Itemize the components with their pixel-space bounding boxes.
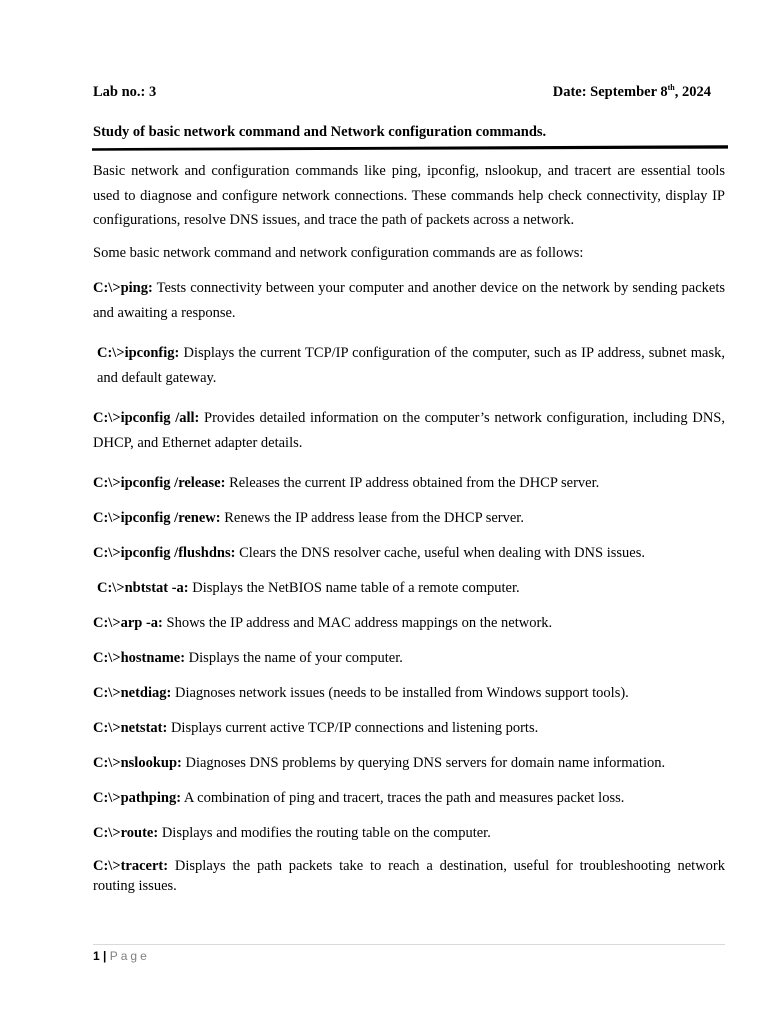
command-item [93, 541, 725, 565]
command-description: Displays and modifies the routing table on the computer. [158, 825, 491, 841]
intro-paragraph: Basic network and configuration commands like ping, ipconfig, nslookup, and tracert are essential tools used to diagnose and configure network connections. These commands help check connectivity, display IP configurations, resolve DNS issues, and trace the path of packets across a network. [93, 163, 725, 228]
command-name: C:\>ipconfig /release: [93, 475, 226, 491]
date-ordinal: th [667, 83, 675, 92]
command-description: Diagnoses network issues (needs to be installed from Windows support tools). [171, 685, 629, 701]
command-description: Renews the IP address lease from the DHCP server. [220, 510, 524, 526]
command-item [93, 856, 725, 896]
command-item [93, 341, 725, 390]
command-description: Displays current active TCP/IP connections and listening ports. [167, 720, 539, 736]
page-number: 1 [93, 949, 100, 963]
lab-number: Lab no.: 3 [93, 84, 157, 100]
command-item [93, 751, 725, 775]
document-body [93, 159, 725, 912]
command-item [93, 471, 725, 495]
command-item [93, 681, 725, 705]
command-name: C:\>netdiag: [93, 685, 172, 701]
document-page [93, 0, 725, 1024]
command-name: C:\>ping: [93, 280, 153, 296]
command-name: C:\>route: [93, 825, 159, 841]
command-item [93, 406, 725, 455]
command-description: Tests connectivity between your computer and another device on the network by sending packets and awaiting a response. [93, 280, 725, 321]
command-name: C:\>ipconfig /all: [93, 410, 200, 426]
command-name: C:\>hostname: [93, 650, 186, 666]
command-description: Releases the current IP address obtained from the DHCP server. [225, 475, 600, 491]
command-description: Displays the path packets take to reach a destination, useful for troubleshooting network routing issues. [93, 858, 725, 894]
title-underline [92, 145, 728, 151]
command-item [93, 786, 725, 810]
lead-paragraph: Some basic network command and network configuration commands are as follows: [93, 244, 584, 261]
command-item [93, 276, 725, 325]
command-description: Provides detailed information on the computer’s network configuration, including DNS, DHCP, and Ethernet adapter details. [93, 410, 725, 451]
command-item [93, 576, 725, 600]
command-description: Displays the current TCP/IP configuration of the computer, such as IP address, subnet mask, and default gateway. [97, 345, 725, 386]
command-name: C:\>ipconfig /renew: [93, 510, 221, 526]
page-label: Page [109, 949, 150, 963]
command-description: Shows the IP address and MAC address mappings on the network. [162, 615, 553, 631]
command-name: C:\>ipconfig /flushdns: [93, 545, 236, 561]
command-item [93, 821, 725, 845]
page-footer [93, 948, 150, 964]
command-description: Diagnoses DNS problems by querying DNS servers for domain name information. [181, 755, 666, 771]
command-name: C:\>tracert: [93, 858, 169, 874]
command-name: C:\>pathping: [93, 790, 182, 806]
command-description: A combination of ping and tracert, traces the path and measures packet loss. [181, 790, 625, 806]
command-description: Clears the DNS resolver cache, useful when dealing with DNS issues. [235, 545, 645, 561]
command-item [93, 506, 725, 530]
document-title: Study of basic network command and Network configuration commands. [93, 124, 547, 140]
command-item [93, 716, 725, 740]
command-name: C:\>nbtstat -a: [97, 580, 189, 596]
footer-divider [93, 944, 725, 945]
command-description: Displays the NetBIOS name table of a remote computer. [188, 580, 520, 596]
command-item [93, 611, 725, 635]
command-item [93, 646, 725, 670]
command-name: C:\>ipconfig: [97, 345, 180, 361]
command-name: C:\>nslookup: [93, 755, 182, 771]
lab-date: Date: September 8th, 2024 [552, 83, 711, 100]
footer-separator: | [99, 949, 110, 963]
command-name: C:\>arp -a: [93, 615, 163, 631]
command-description: Displays the name of your computer. [185, 650, 403, 666]
command-name: C:\>netstat: [93, 720, 168, 736]
